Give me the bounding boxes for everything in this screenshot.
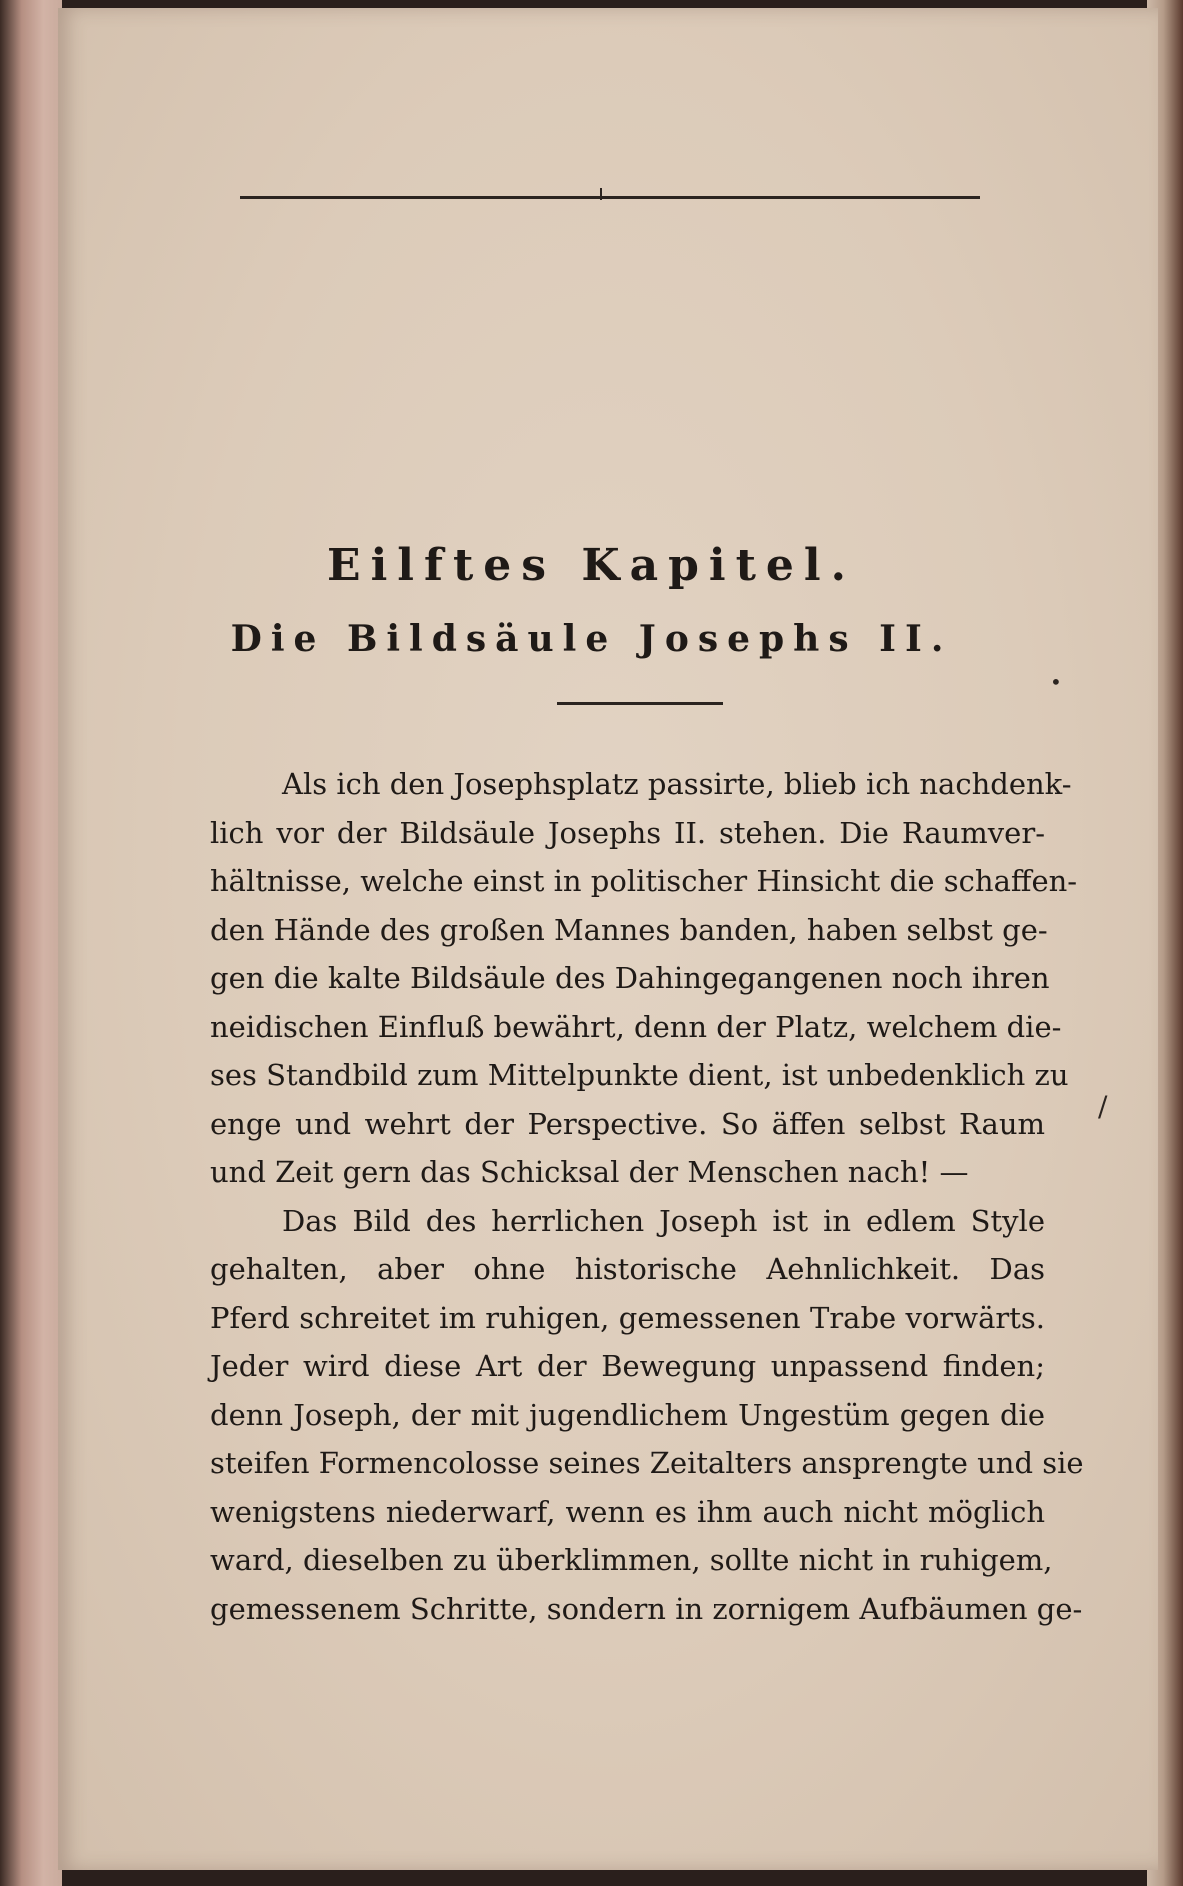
text-line: lich vor der Bildsäule Josephs II. stehen. Die Raumver- (210, 815, 1045, 850)
header-rule (240, 196, 980, 199)
text-line: ward, dieselben zu überklimmen, sollte nicht in ruhigem, (210, 1543, 1053, 1577)
text-line: enge und wehrt der Perspective. So äffen selbst Raum (210, 1106, 1045, 1141)
text-line: Jeder wird diese Art der Bewegung unpassend finden; (210, 1349, 1045, 1383)
text-line: gemessenem Schritte, sondern in zornigem Aufbäumen ge- (210, 1591, 1083, 1626)
paragraph (210, 1197, 1084, 1634)
text-line: gen die kalte Bildsäule des Dahingegangenen noch ihren (210, 961, 1050, 995)
paragraph (210, 760, 1078, 1197)
chapter-title: Eilftes Kapitel. (327, 540, 856, 591)
body-text (210, 760, 1084, 1633)
book-cover-left-edge (0, 0, 62, 1886)
text-line: steifen Formencolosse seines Zeitalters ansprengte und sie (210, 1446, 1084, 1480)
text-line: Pferd schreitet im ruhigen, gemessenen Trabe vorwärts. (210, 1300, 1045, 1335)
chapter-subtitle: Die Bildsäule Josephs II. (230, 618, 953, 660)
text-line: Als ich den Josephsplatz passirte, blieb ich nachdenk- (282, 767, 1072, 801)
text-line: ses Standbild zum Mittelpunkte dient, ist unbedenklich zu (210, 1058, 1069, 1092)
text-line: gehalten, aber ohne historische Aehnlichkeit. Das (210, 1252, 1045, 1286)
text-line: wenigstens niederwarf, wenn es ihm auch nicht möglich (210, 1494, 1045, 1529)
text-line: denn Joseph, der mit jugendlichem Ungestüm gegen die (210, 1397, 1045, 1432)
title-rule (557, 702, 723, 705)
text-line: den Hände des großen Mannes banden, haben selbst ge- (210, 912, 1048, 947)
text-line: hältnisse, welche einst in politischer Hinsicht die schaffen- (210, 864, 1078, 898)
margin-pencil-mark: / (1098, 1090, 1108, 1123)
text-line: und Zeit gern das Schicksal der Menschen nach! — (210, 1155, 969, 1189)
page-blemish: • (1050, 670, 1062, 694)
text-line: neidischen Einfluß bewährt, denn der Platz, welchem die- (210, 1009, 1062, 1044)
text-line: Das Bild des herrlichen Joseph ist in edlem Style (282, 1203, 1045, 1238)
